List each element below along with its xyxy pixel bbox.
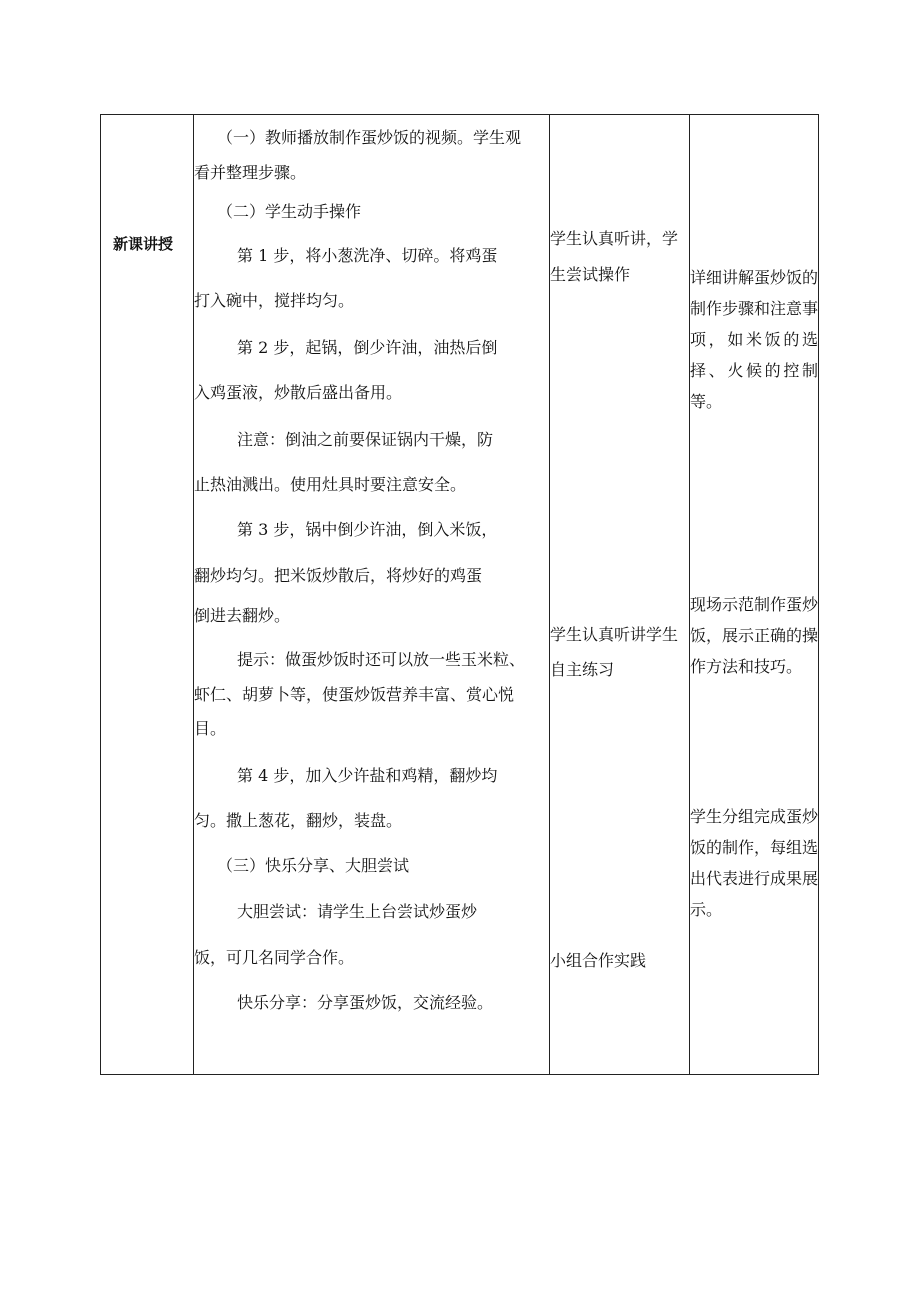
content-line: （二）学生动手操作 [217, 202, 362, 221]
content-line: 注意：倒油之前要保证锅内干燥，防 [237, 430, 494, 449]
content-line: 提示：做蛋炒饭时还可以放一些玉米粒、 [237, 650, 526, 669]
student-activity-line: 小组合作实践 [550, 951, 647, 970]
content-line: 倒进去翻炒。 [194, 606, 291, 625]
section-label: 新课讲授 [113, 235, 174, 253]
content-line: 第 3 步，锅中倒少许油，倒入米饭， [237, 520, 498, 539]
student-activity-line: 自主练习 [550, 660, 615, 679]
content-line: 饭，可几名同学合作。 [194, 948, 355, 967]
content-line: 打入碗中，搅拌均匀。 [194, 291, 355, 310]
student-activity-line: 学生认真听讲，学 [550, 229, 679, 248]
content-line: 第 4 步，加入少许盐和鸡精，翻炒均 [237, 766, 498, 785]
content-line: 匀。撒上葱花，翻炒，装盘。 [194, 811, 403, 830]
content-line: 大胆尝试：请学生上台尝试炒蛋炒 [237, 902, 478, 921]
content-line: 第 1 步，将小葱洗净、切碎。将鸡蛋 [237, 246, 498, 265]
content-line: 止热油溅出。使用灶具时要注意安全。 [194, 475, 467, 494]
content-line: 快乐分享：分享蛋炒饭，交流经验。 [237, 993, 494, 1012]
content-line: 虾仁、胡萝卜等，使蛋炒饭营养丰富、赏心悦 [194, 685, 515, 704]
column-divider [549, 115, 550, 1074]
content-line: 目。 [194, 719, 227, 738]
student-activity-line: 学生认真听讲学生 [550, 625, 679, 644]
student-activity-line: 生尝试操作 [550, 265, 631, 284]
content-line: （三）快乐分享、大胆尝试 [217, 856, 410, 875]
design-intent: 详细讲解蛋炒饭的制作步骤和注意事项，如米饭的选择、火候的控制等。 [690, 268, 819, 411]
column-divider [193, 115, 194, 1074]
content-line: （一）教师播放制作蛋炒饭的视频。学生观 [217, 128, 522, 147]
design-intent: 现场示范制作蛋炒饭，展示正确的操作方法和技巧。 [690, 595, 819, 676]
design-intent: 学生分组完成蛋炒饭的制作，每组选出代表进行成果展示。 [690, 807, 819, 919]
content-line: 入鸡蛋液，炒散后盛出备用。 [194, 383, 403, 402]
content-line: 翻炒均匀。把米饭炒散后，将炒好的鸡蛋 [194, 566, 483, 585]
content-line: 第 2 步，起锅，倒少许油，油热后倒 [237, 338, 498, 357]
content-line: 看并整理步骤。 [194, 163, 307, 182]
